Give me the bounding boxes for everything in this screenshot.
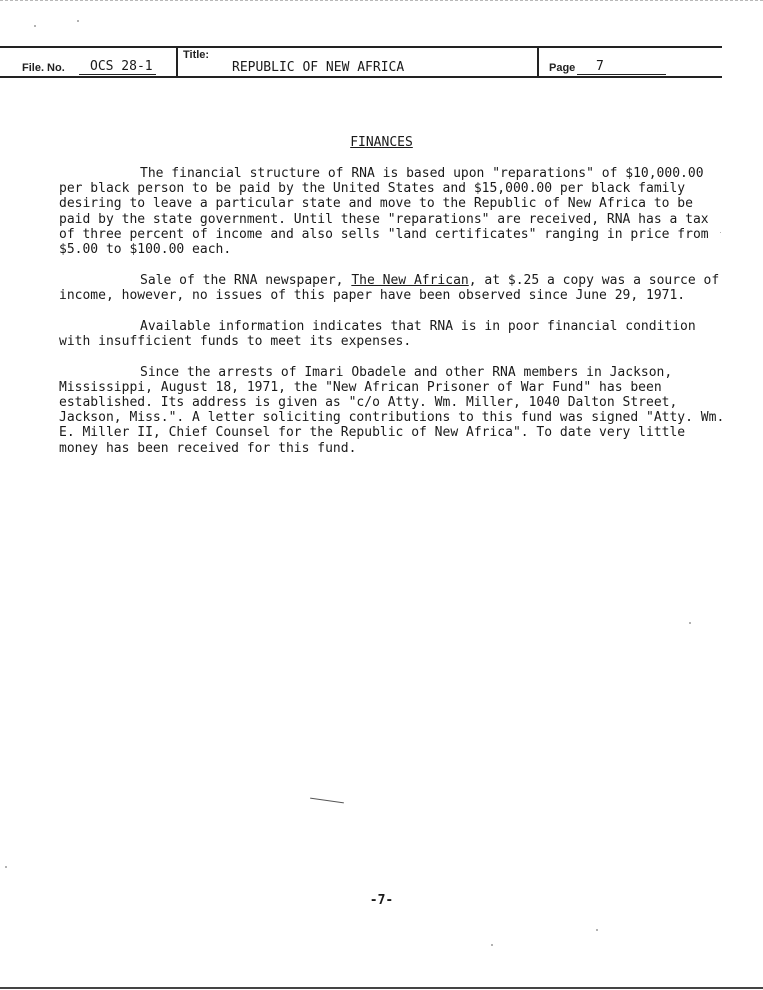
header-divider-left (176, 46, 178, 78)
scan-speck (720, 232, 721, 233)
scan-speck (5, 866, 7, 868)
scan-speck (596, 929, 598, 931)
paragraph-newspaper (59, 273, 729, 303)
page-value-text: 7 (577, 59, 666, 75)
bottom-edge-rule (0, 987, 763, 989)
scan-speck (77, 20, 79, 22)
page-label: Page (549, 62, 576, 74)
page-number-footer: -7- (369, 893, 394, 908)
paragraph-prisoner-fund: Since the arrests of Imari Obadele and other RNA members in Jackson, Mississippi, August 18, 1971, the "New African Prisoner of War Fund" has been established. Its address is given as "c/o Atty. Wm. Miller, 1040 Dalton Street, Jackson, Miss.". A letter soliciting contributions to this fund was signed "Atty. Wm. E. Miller II, Chief Counsel for the Republic of New Africa". To date very little money has been received for this fund. (59, 364, 725, 456)
header-bottom-rule (0, 76, 722, 78)
scan-speck (491, 944, 493, 946)
paragraph-financial-condition: Available information indicates that RNA is in poor financial condition with insufficient funds to meet its expenses. (59, 318, 696, 349)
page-value (577, 59, 666, 75)
top-edge-dashes (0, 0, 763, 1)
newspaper-text-before: Sale of the RNA newspaper, (140, 272, 352, 288)
newspaper-title: The New African (351, 272, 469, 288)
newspaper-text-after: , at $.25 a copy was a source of income, however, no issues of this paper have been observed since June 29, 1971. (59, 272, 720, 303)
header-divider-right (537, 46, 539, 78)
file-no-value (79, 59, 156, 75)
stray-pen-mark (310, 798, 344, 804)
document-body (59, 166, 729, 471)
header-top-rule (0, 46, 722, 48)
scan-speck (689, 622, 691, 624)
title-value: REPUBLIC OF NEW AFRICA (232, 60, 405, 75)
title-label: Title: (183, 49, 210, 61)
section-heading: FINANCES (350, 135, 413, 150)
file-no-label: File. No. (22, 62, 65, 74)
file-no-value-text: OCS 28-1 (79, 59, 156, 75)
paragraph-reparations: The financial structure of RNA is based upon "reparations" of $10,000.00 per black person to be paid by the United States and $15,000.00 per black family desiring to leave a particular state and move to the Republic of New Africa to be paid by the state government. Until these "reparations" are received, RNA has a tax of three percent of income and also sells "land certificates" ranging in price from $5.00 to $100.00 each. (59, 166, 709, 258)
scan-speck (34, 25, 36, 27)
